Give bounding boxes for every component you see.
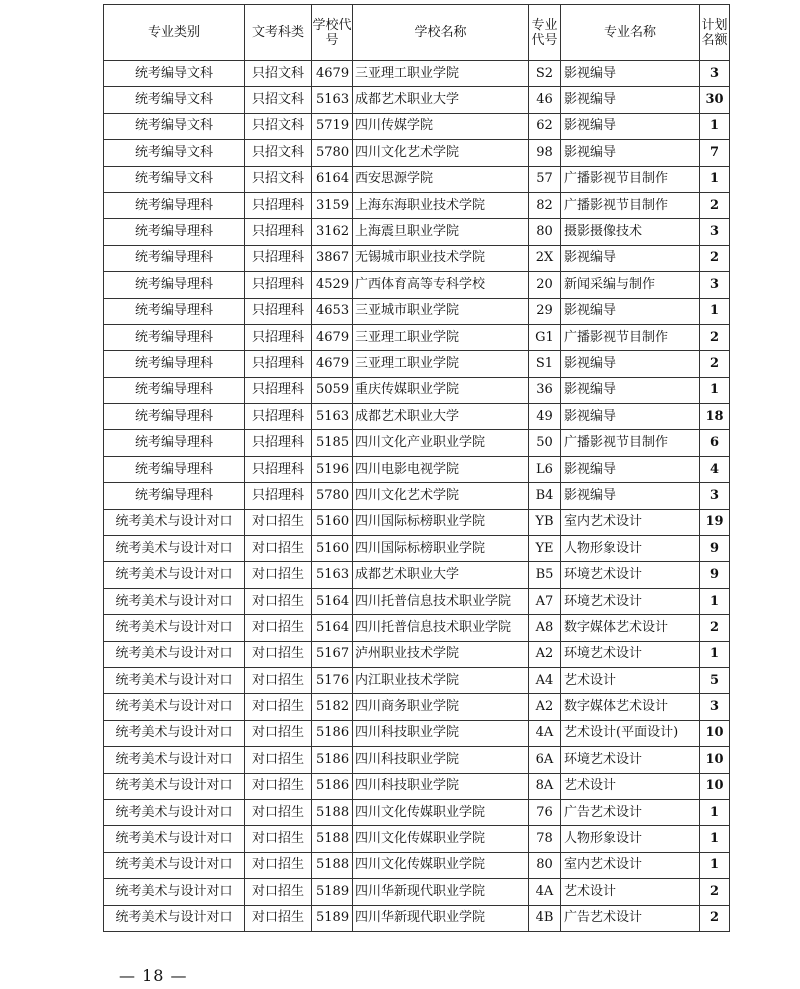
cell-category: 统考编导文科 — [104, 61, 245, 87]
cell-subject: 只招理科 — [245, 377, 312, 403]
cell-major-name: 广告艺术设计 — [561, 905, 700, 931]
cell-category: 统考编导文科 — [104, 166, 245, 192]
cell-quota: 1 — [700, 641, 730, 667]
cell-major-code: YE — [529, 536, 561, 562]
cell-school-code: 5185 — [312, 430, 353, 456]
cell-quota: 2 — [700, 192, 730, 218]
cell-major-code: A7 — [529, 588, 561, 614]
cell-school-name: 四川科技职业学院 — [353, 747, 529, 773]
cell-school-code: 5182 — [312, 694, 353, 720]
cell-major-code: 6A — [529, 747, 561, 773]
cell-subject: 对口招生 — [245, 826, 312, 852]
cell-subject: 只招理科 — [245, 219, 312, 245]
cell-category: 统考美术与设计对口 — [104, 588, 245, 614]
cell-quota: 6 — [700, 430, 730, 456]
cell-category: 统考编导理科 — [104, 456, 245, 482]
cell-school-code: 4653 — [312, 298, 353, 324]
cell-school-name: 泸州职业技术学院 — [353, 641, 529, 667]
cell-quota: 2 — [700, 879, 730, 905]
cell-school-name: 四川科技职业学院 — [353, 773, 529, 799]
cell-school-code: 5160 — [312, 536, 353, 562]
cell-category: 统考编导理科 — [104, 377, 245, 403]
cell-major-code: 4B — [529, 905, 561, 931]
cell-category: 统考美术与设计对口 — [104, 536, 245, 562]
table-row — [104, 192, 730, 218]
cell-school-code: 5780 — [312, 140, 353, 166]
cell-major-name: 艺术设计 — [561, 773, 700, 799]
table-row — [104, 113, 730, 139]
cell-quota: 19 — [700, 509, 730, 535]
table-row — [104, 615, 730, 641]
cell-category: 统考编导理科 — [104, 324, 245, 350]
cell-major-code: G1 — [529, 324, 561, 350]
cell-category: 统考美术与设计对口 — [104, 720, 245, 746]
cell-school-name: 四川华新现代职业学院 — [353, 905, 529, 931]
cell-major-name: 影视编导 — [561, 245, 700, 271]
cell-school-name: 成都艺术职业大学 — [353, 562, 529, 588]
cell-subject: 只招文科 — [245, 87, 312, 113]
cell-major-code: 20 — [529, 272, 561, 298]
cell-subject: 只招文科 — [245, 61, 312, 87]
table-row — [104, 430, 730, 456]
cell-major-name: 新闻采编与制作 — [561, 272, 700, 298]
cell-school-code: 5163 — [312, 562, 353, 588]
cell-school-name: 四川文化艺术学院 — [353, 483, 529, 509]
cell-major-name: 广告艺术设计 — [561, 799, 700, 825]
cell-school-code: 5167 — [312, 641, 353, 667]
cell-school-code: 5164 — [312, 588, 353, 614]
header-school-code: 学校代号 — [312, 5, 353, 61]
cell-subject: 对口招生 — [245, 799, 312, 825]
cell-major-name: 环境艺术设计 — [561, 562, 700, 588]
cell-major-code: 98 — [529, 140, 561, 166]
cell-category: 统考编导理科 — [104, 272, 245, 298]
table-row — [104, 641, 730, 667]
table-row — [104, 536, 730, 562]
cell-quota: 1 — [700, 799, 730, 825]
cell-major-name: 影视编导 — [561, 377, 700, 403]
header-quota: 计划名额 — [700, 5, 730, 61]
cell-school-code: 5188 — [312, 799, 353, 825]
table-row — [104, 166, 730, 192]
cell-quota: 1 — [700, 166, 730, 192]
cell-school-code: 5186 — [312, 720, 353, 746]
cell-school-name: 四川文化艺术学院 — [353, 140, 529, 166]
cell-quota: 2 — [700, 245, 730, 271]
cell-subject: 只招文科 — [245, 113, 312, 139]
cell-school-name: 成都艺术职业大学 — [353, 87, 529, 113]
cell-subject: 对口招生 — [245, 615, 312, 641]
cell-school-code: 5196 — [312, 456, 353, 482]
table-row — [104, 404, 730, 430]
cell-subject: 只招理科 — [245, 404, 312, 430]
cell-category: 统考美术与设计对口 — [104, 667, 245, 693]
header-major-name: 专业名称 — [561, 5, 700, 61]
cell-quota: 10 — [700, 720, 730, 746]
cell-major-name: 广播影视节目制作 — [561, 324, 700, 350]
cell-school-name: 四川电影电视学院 — [353, 456, 529, 482]
cell-major-name: 艺术设计(平面设计) — [561, 720, 700, 746]
cell-quota: 9 — [700, 562, 730, 588]
cell-subject: 只招理科 — [245, 324, 312, 350]
cell-category: 统考编导理科 — [104, 483, 245, 509]
cell-school-code: 5188 — [312, 826, 353, 852]
cell-major-name: 环境艺术设计 — [561, 588, 700, 614]
cell-major-code: L6 — [529, 456, 561, 482]
table-row — [104, 509, 730, 535]
table-row — [104, 324, 730, 350]
cell-major-code: 80 — [529, 219, 561, 245]
cell-quota: 1 — [700, 852, 730, 878]
cell-school-name: 三亚理工职业学院 — [353, 351, 529, 377]
table-row — [104, 720, 730, 746]
cell-major-code: 4A — [529, 720, 561, 746]
cell-quota: 2 — [700, 905, 730, 931]
cell-major-name: 影视编导 — [561, 140, 700, 166]
cell-quota: 3 — [700, 483, 730, 509]
table-row — [104, 667, 730, 693]
cell-subject: 只招理科 — [245, 298, 312, 324]
cell-subject: 对口招生 — [245, 641, 312, 667]
cell-quota: 18 — [700, 404, 730, 430]
cell-quota: 2 — [700, 351, 730, 377]
cell-quota: 7 — [700, 140, 730, 166]
cell-category: 统考编导文科 — [104, 140, 245, 166]
table-row — [104, 483, 730, 509]
cell-category: 统考编导理科 — [104, 192, 245, 218]
cell-major-code: 80 — [529, 852, 561, 878]
cell-category: 统考编导理科 — [104, 404, 245, 430]
cell-category: 统考编导文科 — [104, 87, 245, 113]
cell-quota: 3 — [700, 219, 730, 245]
cell-school-name: 四川商务职业学院 — [353, 694, 529, 720]
cell-subject: 对口招生 — [245, 562, 312, 588]
cell-major-name: 艺术设计 — [561, 667, 700, 693]
cell-major-name: 广播影视节目制作 — [561, 430, 700, 456]
cell-subject: 只招理科 — [245, 483, 312, 509]
cell-quota: 2 — [700, 324, 730, 350]
cell-major-code: S1 — [529, 351, 561, 377]
table-row — [104, 272, 730, 298]
cell-school-code: 3162 — [312, 219, 353, 245]
table-row — [104, 245, 730, 271]
cell-quota: 1 — [700, 298, 730, 324]
cell-subject: 只招文科 — [245, 140, 312, 166]
cell-major-code: 50 — [529, 430, 561, 456]
cell-quota: 2 — [700, 615, 730, 641]
cell-major-name: 影视编导 — [561, 298, 700, 324]
cell-school-name: 四川华新现代职业学院 — [353, 879, 529, 905]
cell-subject: 对口招生 — [245, 879, 312, 905]
cell-major-code: 62 — [529, 113, 561, 139]
cell-school-code: 4679 — [312, 324, 353, 350]
table-row — [104, 562, 730, 588]
table-row — [104, 298, 730, 324]
cell-major-name: 广播影视节目制作 — [561, 166, 700, 192]
table-row — [104, 694, 730, 720]
cell-school-code: 5186 — [312, 773, 353, 799]
cell-major-name: 影视编导 — [561, 404, 700, 430]
cell-quota: 5 — [700, 667, 730, 693]
cell-quota: 9 — [700, 536, 730, 562]
cell-major-code: 8A — [529, 773, 561, 799]
cell-school-name: 无锡城市职业技术学院 — [353, 245, 529, 271]
table-row — [104, 61, 730, 87]
cell-subject: 对口招生 — [245, 852, 312, 878]
cell-school-name: 四川文化传媒职业学院 — [353, 799, 529, 825]
cell-school-code: 5059 — [312, 377, 353, 403]
cell-school-name: 四川托普信息技术职业学院 — [353, 588, 529, 614]
cell-major-code: 49 — [529, 404, 561, 430]
cell-quota: 1 — [700, 113, 730, 139]
cell-school-code: 4529 — [312, 272, 353, 298]
cell-category: 统考美术与设计对口 — [104, 905, 245, 931]
cell-category: 统考美术与设计对口 — [104, 879, 245, 905]
cell-subject: 对口招生 — [245, 905, 312, 931]
cell-major-name: 数字媒体艺术设计 — [561, 615, 700, 641]
cell-major-name: 广播影视节目制作 — [561, 192, 700, 218]
cell-category: 统考美术与设计对口 — [104, 615, 245, 641]
cell-major-code: 82 — [529, 192, 561, 218]
cell-school-name: 四川国际标榜职业学院 — [353, 536, 529, 562]
cell-major-name: 室内艺术设计 — [561, 852, 700, 878]
table-row — [104, 826, 730, 852]
cell-subject: 只招理科 — [245, 430, 312, 456]
cell-school-code: 5176 — [312, 667, 353, 693]
cell-major-name: 影视编导 — [561, 61, 700, 87]
table-row — [104, 87, 730, 113]
cell-major-code: 36 — [529, 377, 561, 403]
cell-quota: 3 — [700, 61, 730, 87]
cell-major-name: 环境艺术设计 — [561, 641, 700, 667]
cell-quota: 10 — [700, 773, 730, 799]
cell-subject: 对口招生 — [245, 509, 312, 535]
cell-school-code: 3867 — [312, 245, 353, 271]
cell-school-name: 四川托普信息技术职业学院 — [353, 615, 529, 641]
cell-school-code: 5188 — [312, 852, 353, 878]
cell-category: 统考美术与设计对口 — [104, 641, 245, 667]
cell-school-code: 5189 — [312, 905, 353, 931]
cell-school-code: 5164 — [312, 615, 353, 641]
cell-school-code: 4679 — [312, 351, 353, 377]
cell-category: 统考编导理科 — [104, 245, 245, 271]
enrollment-plan-table — [103, 4, 730, 932]
cell-subject: 只招理科 — [245, 456, 312, 482]
cell-major-code: 57 — [529, 166, 561, 192]
cell-school-name: 成都艺术职业大学 — [353, 404, 529, 430]
cell-major-code: 4A — [529, 879, 561, 905]
cell-subject: 只招理科 — [245, 272, 312, 298]
cell-category: 统考美术与设计对口 — [104, 694, 245, 720]
table-row — [104, 219, 730, 245]
cell-subject: 对口招生 — [245, 720, 312, 746]
page-number: — 18 — — [119, 966, 188, 985]
cell-school-name: 广西体育高等专科学校 — [353, 272, 529, 298]
cell-major-code: 29 — [529, 298, 561, 324]
cell-school-code: 5163 — [312, 87, 353, 113]
table-row — [104, 905, 730, 931]
cell-quota: 3 — [700, 272, 730, 298]
cell-category: 统考编导理科 — [104, 430, 245, 456]
cell-subject: 对口招生 — [245, 747, 312, 773]
cell-major-name: 影视编导 — [561, 456, 700, 482]
cell-major-code: 46 — [529, 87, 561, 113]
cell-school-code: 5780 — [312, 483, 353, 509]
table-row — [104, 377, 730, 403]
cell-subject: 对口招生 — [245, 667, 312, 693]
table-row — [104, 351, 730, 377]
cell-school-name: 三亚理工职业学院 — [353, 324, 529, 350]
table-row — [104, 140, 730, 166]
table-header-row — [104, 5, 730, 61]
cell-subject: 只招理科 — [245, 351, 312, 377]
cell-school-name: 重庆传媒职业学院 — [353, 377, 529, 403]
cell-subject: 对口招生 — [245, 773, 312, 799]
cell-category: 统考美术与设计对口 — [104, 747, 245, 773]
cell-major-code: A4 — [529, 667, 561, 693]
table-row — [104, 588, 730, 614]
cell-category: 统考编导文科 — [104, 113, 245, 139]
header-major-code: 专业代号 — [529, 5, 561, 61]
cell-school-name: 四川国际标榜职业学院 — [353, 509, 529, 535]
cell-quota: 1 — [700, 588, 730, 614]
cell-school-name: 西安思源学院 — [353, 166, 529, 192]
cell-major-code: A8 — [529, 615, 561, 641]
cell-category: 统考美术与设计对口 — [104, 852, 245, 878]
cell-major-name: 人物形象设计 — [561, 826, 700, 852]
table-row — [104, 852, 730, 878]
cell-school-code: 3159 — [312, 192, 353, 218]
cell-major-name: 艺术设计 — [561, 879, 700, 905]
cell-school-name: 上海震旦职业学院 — [353, 219, 529, 245]
cell-school-name: 三亚城市职业学院 — [353, 298, 529, 324]
cell-school-name: 四川传媒学院 — [353, 113, 529, 139]
cell-school-name: 三亚理工职业学院 — [353, 61, 529, 87]
cell-quota: 30 — [700, 87, 730, 113]
cell-quota: 1 — [700, 826, 730, 852]
header-subject: 文考科类 — [245, 5, 312, 61]
cell-school-code: 6164 — [312, 166, 353, 192]
cell-subject: 对口招生 — [245, 694, 312, 720]
cell-major-name: 影视编导 — [561, 351, 700, 377]
table-row — [104, 747, 730, 773]
cell-category: 统考美术与设计对口 — [104, 562, 245, 588]
cell-major-code: YB — [529, 509, 561, 535]
cell-quota: 1 — [700, 377, 730, 403]
header-category: 专业类别 — [104, 5, 245, 61]
cell-category: 统考美术与设计对口 — [104, 799, 245, 825]
cell-quota: 4 — [700, 456, 730, 482]
cell-major-name: 环境艺术设计 — [561, 747, 700, 773]
cell-school-name: 上海东海职业技术学院 — [353, 192, 529, 218]
cell-category: 统考编导理科 — [104, 219, 245, 245]
cell-major-name: 摄影摄像技术 — [561, 219, 700, 245]
cell-school-name: 四川文化传媒职业学院 — [353, 826, 529, 852]
cell-category: 统考美术与设计对口 — [104, 826, 245, 852]
cell-subject: 只招理科 — [245, 192, 312, 218]
cell-major-code: 78 — [529, 826, 561, 852]
table-row — [104, 799, 730, 825]
cell-major-code: A2 — [529, 641, 561, 667]
cell-major-name: 影视编导 — [561, 113, 700, 139]
cell-school-code: 4679 — [312, 61, 353, 87]
table-row — [104, 773, 730, 799]
cell-subject: 只招理科 — [245, 245, 312, 271]
cell-school-code: 5186 — [312, 747, 353, 773]
table-row — [104, 456, 730, 482]
cell-major-code: B5 — [529, 562, 561, 588]
cell-subject: 只招文科 — [245, 166, 312, 192]
cell-category: 统考编导理科 — [104, 298, 245, 324]
cell-subject: 对口招生 — [245, 588, 312, 614]
cell-category: 统考美术与设计对口 — [104, 509, 245, 535]
cell-school-code: 5189 — [312, 879, 353, 905]
cell-major-name: 影视编导 — [561, 87, 700, 113]
cell-major-code: 2X — [529, 245, 561, 271]
cell-major-code: B4 — [529, 483, 561, 509]
cell-category: 统考编导理科 — [104, 351, 245, 377]
cell-major-code: S2 — [529, 61, 561, 87]
cell-school-name: 四川科技职业学院 — [353, 720, 529, 746]
cell-major-name: 影视编导 — [561, 483, 700, 509]
cell-school-code: 5719 — [312, 113, 353, 139]
table-body — [104, 61, 730, 932]
cell-school-name: 内江职业技术学院 — [353, 667, 529, 693]
cell-subject: 对口招生 — [245, 536, 312, 562]
cell-quota: 10 — [700, 747, 730, 773]
cell-major-code: 76 — [529, 799, 561, 825]
cell-school-name: 四川文化产业职业学院 — [353, 430, 529, 456]
cell-school-code: 5160 — [312, 509, 353, 535]
header-school-name: 学校名称 — [353, 5, 529, 61]
cell-school-code: 5163 — [312, 404, 353, 430]
table-row — [104, 879, 730, 905]
cell-quota: 3 — [700, 694, 730, 720]
cell-major-name: 室内艺术设计 — [561, 509, 700, 535]
cell-major-name: 数字媒体艺术设计 — [561, 694, 700, 720]
cell-category: 统考美术与设计对口 — [104, 773, 245, 799]
cell-school-name: 四川文化传媒职业学院 — [353, 852, 529, 878]
cell-major-name: 人物形象设计 — [561, 536, 700, 562]
cell-major-code: A2 — [529, 694, 561, 720]
